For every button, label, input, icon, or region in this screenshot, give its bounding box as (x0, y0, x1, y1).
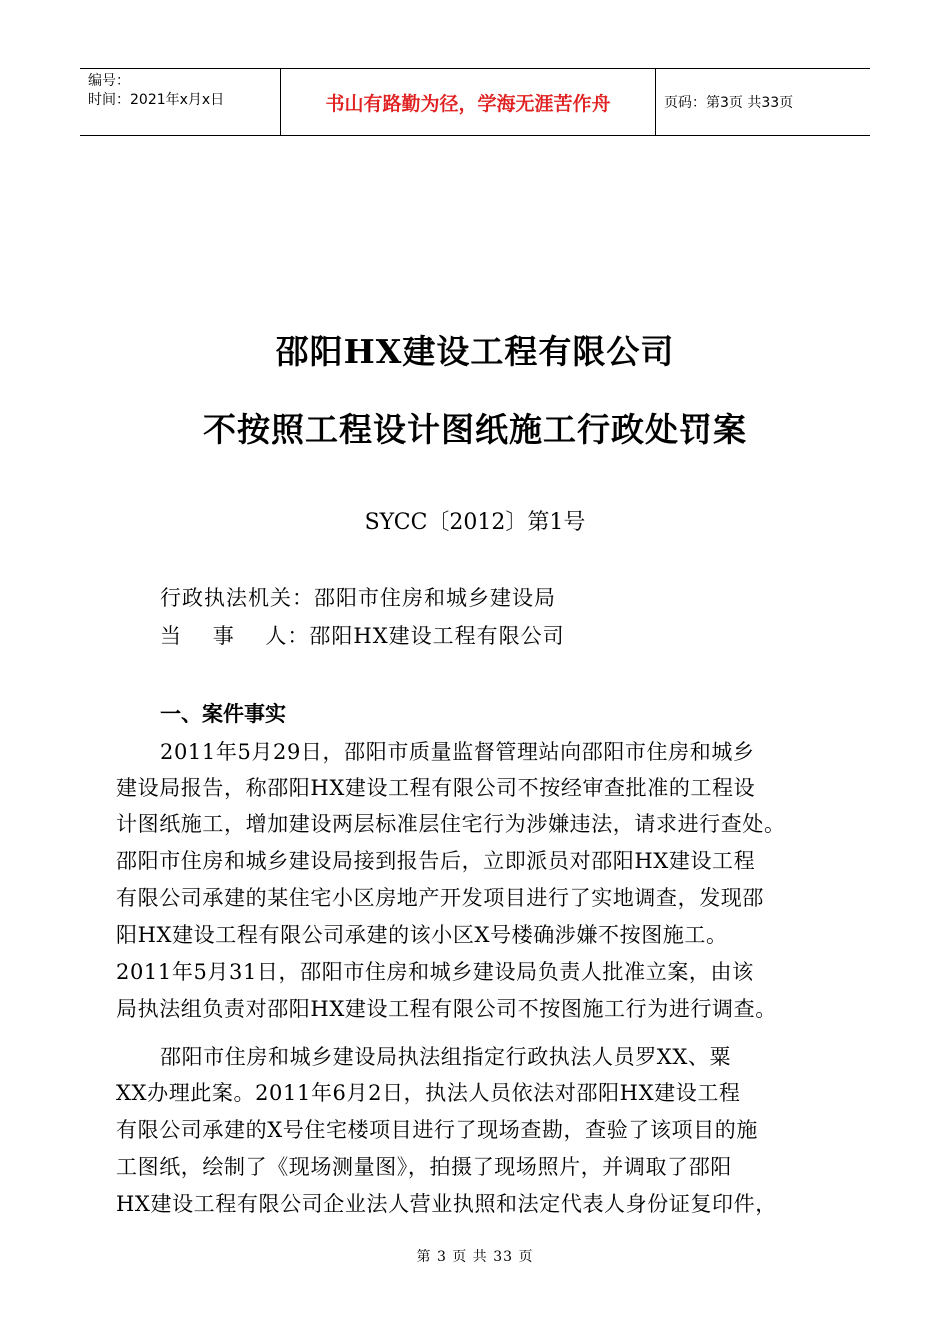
party-row (160, 620, 565, 650)
body-line: 局执法组负责对邵阳HX建设工程有限公司不按图施工行为进行调查。 (116, 997, 777, 1021)
body-line: 有限公司承建的某住宅小区房地产开发项目进行了实地调查，发现邵 (116, 886, 764, 910)
agency-row (160, 582, 556, 612)
motto-text: 书山有路勤为径，学海无涯苦作舟 (325, 92, 611, 115)
header-motto-cell (280, 69, 656, 135)
body-line: 邵阳市住房和城乡建设局接到报告后，立即派员对邵阳HX建设工程 (116, 849, 756, 873)
body-line: 邵阳市住房和城乡建设局执法组指定行政执法人员罗XX、粟 (160, 1045, 732, 1069)
section-heading-facts: 一、案件事实 (160, 702, 286, 726)
agency-label: 行政执法机关： (160, 586, 314, 610)
body-line: 计图纸施工，增加建设两层标准层住宅行为涉嫌违法，请求进行查处。 (116, 812, 786, 836)
page-footer: 第 3 页 共 33 页 (416, 1249, 534, 1265)
header-page-cell (656, 69, 870, 135)
agency-value: 邵阳市住房和城乡建设局 (314, 586, 556, 610)
body-line: 工图纸，绘制了《现场测量图》，拍摄了现场照片，并调取了邵阳 (116, 1155, 732, 1179)
party-label: 当 事 人： (160, 624, 310, 648)
party-value: 邵阳HX建设工程有限公司 (309, 624, 565, 648)
document-title-line1: 邵阳HX建设工程有限公司 (275, 332, 675, 371)
time-label: 时间：2021年x月x日 (88, 92, 225, 108)
page-info: 页码：第3页 共33页 (664, 95, 794, 111)
body-line: 建设局报告，称邵阳HX建设工程有限公司不按经审查批准的工程设 (116, 776, 756, 800)
body-line: 2011年5月31日，邵阳市住房和城乡建设局负责人批准立案，由该 (116, 960, 754, 984)
body-line: 阳HX建设工程有限公司承建的该小区X号楼确涉嫌不按图施工。 (116, 923, 728, 947)
body-line: HX建设工程有限公司企业法人营业执照和法定代表人身份证复印件， (116, 1192, 777, 1216)
header-left-cell (80, 69, 280, 135)
document-title-line2: 不按照工程设计图纸施工行政处罚案 (203, 410, 747, 449)
document-number: SYCC〔2012〕第1号 (364, 510, 586, 535)
header-table (80, 68, 870, 136)
body-line: XX办理此案。2011年6月2日，执法人员依法对邵阳HX建设工程 (116, 1081, 741, 1105)
body-line: 2011年5月29日，邵阳市质量监督管理站向邵阳市住房和城乡 (160, 740, 755, 764)
number-label: 编号： (88, 73, 130, 89)
body-line: 有限公司承建的X号住宅楼项目进行了现场查勘，查验了该项目的施 (116, 1118, 758, 1142)
